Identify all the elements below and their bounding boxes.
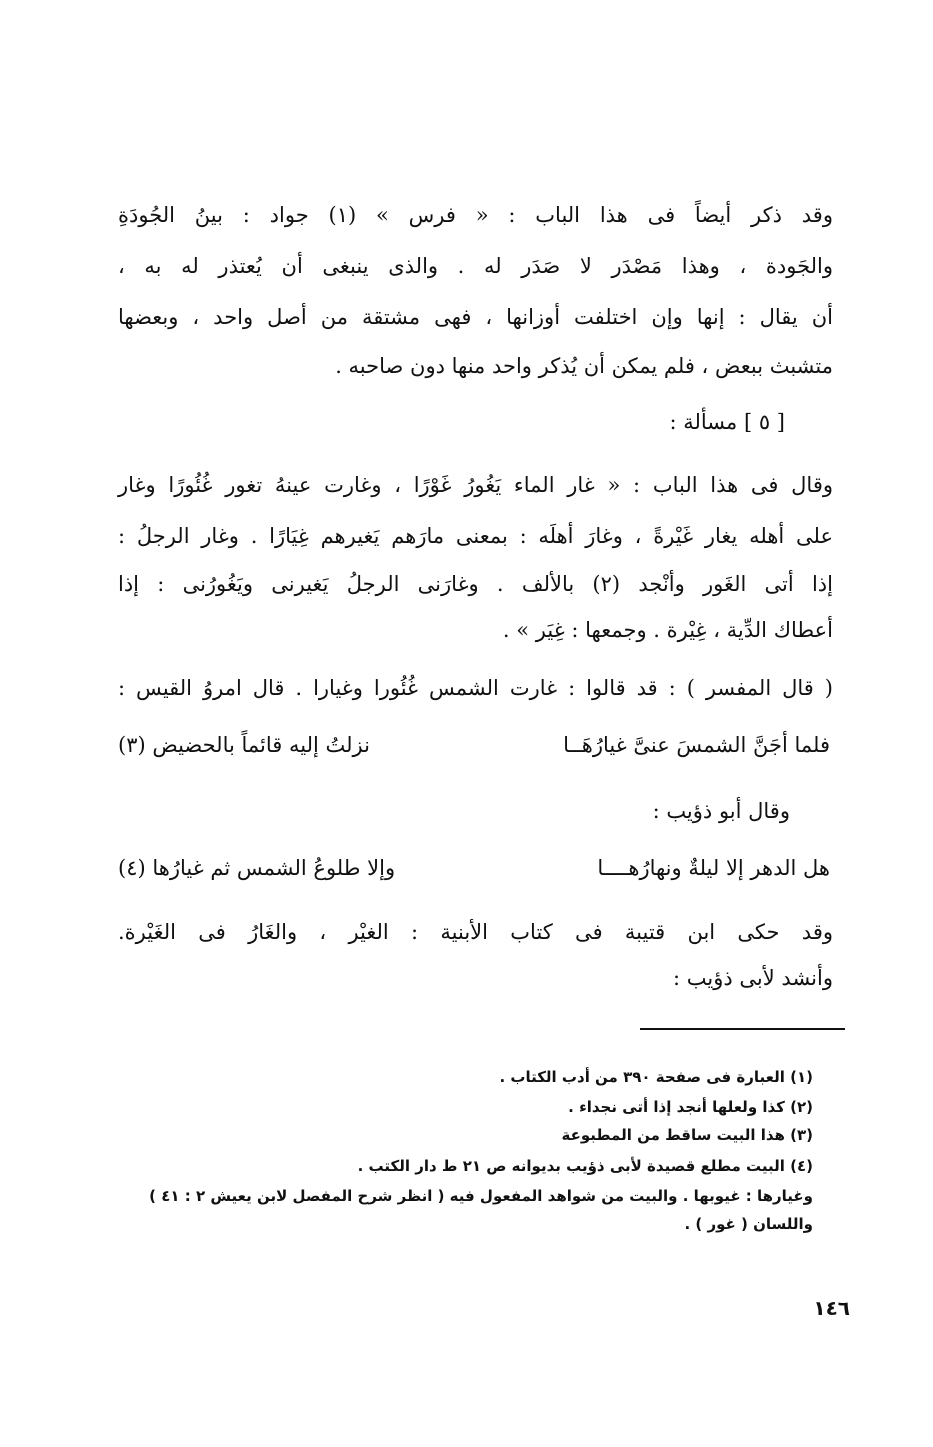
- verse1-first-hemistich: فلما أجَنَّ الشمسَ عنىَّ غيارُهَــا: [563, 733, 830, 757]
- footnote-1: (١) العبارة فى صفحة ٣٩٠ من أدب الكتاب .: [499, 1068, 813, 1086]
- footnote-2: (٢) كذا ولعلها أنجد إذا أتى نجداء .: [568, 1098, 813, 1116]
- footnote-3: (٣) هذا البيت ساقط من المطبوعة: [561, 1126, 813, 1144]
- verse1-second-hemistich: نزلتُ إليه قائماً بالحضيض (٣): [118, 733, 370, 757]
- para1-line-4: متشبث ببعض ، فلم يمكن أن يُذكر واحد منها دون صاحبه .: [335, 354, 833, 378]
- para1-line-1: وقد ذكر أيضاً فى هذا الباب : « فرس » (١) جواد : بينُ الجُودَةِ: [118, 203, 833, 227]
- para3-line: ( قال المفسر ) : قد قالوا : غارت الشمس غُئُورا وغيارا . قال امروُ القيس :: [118, 676, 833, 700]
- para4-line-2: وأنشد لأبى ذؤيب :: [673, 966, 833, 990]
- verse2-second-hemistich: وإلا طلوعُ الشمس ثم غيارُها (٤): [118, 856, 396, 880]
- footnote-4: (٤) البيت مطلع قصيدة لأبى ذؤيب بديوانه ص ٢١ ط دار الكتب .: [357, 1157, 813, 1175]
- para4-line-1: وقد حكى ابن قتيبة فى كتاب الأبنية : الغيْر ، والغَارُ فى الغَيْرة.: [118, 920, 833, 944]
- para1-line-3: أن يقال : إنها وإن اختلفت أوزانها ، فهى مشتقة من أصل واحد ، وبعضها: [118, 305, 833, 329]
- section-heading: [ ٥ ] مسألة :: [669, 410, 785, 434]
- para2-line-2: على أهله يغار غَيْرةً ، وغارَ أهلَه : بمعنى مارَهم يَغيرهم غِيَارًا . وغار الرجلُ :: [118, 524, 833, 548]
- footnote-4-continuation-2: واللسان ( غور ) .: [684, 1215, 813, 1233]
- para1-line-2: والجَودة ، وهذا مَصْدَر لا صَدَر له . والذى ينبغى أن يُعتذر له به ،: [118, 254, 833, 278]
- para2-line-1: وقال فى هذا الباب : « غار الماء يَغُورُ غَوْرًا ، وغارت عينهُ تغور غُئُورًا وغار: [118, 473, 833, 497]
- verse2-first-hemistich: هل الدهر إلا ليلةٌ ونهارُهــــا: [597, 856, 830, 880]
- page-number: ١٤٦: [813, 1296, 850, 1320]
- footnote-divider: [640, 1028, 845, 1030]
- para2-line-3: إذا أتى الغَور وأنْجد (٢) بالألف . وغارَنى الرجلُ يَغيرنى ويَغُورُنى : إذا: [118, 572, 833, 596]
- footnote-4-continuation: وغيارها : غيوبها . والبيت من شواهد المفعول فيه ( انظر شرح المفصل لابن يعيش ٢ : ٤١ ): [149, 1187, 813, 1205]
- abu-dhuayb-line: وقال أبو ذؤيب :: [652, 799, 790, 823]
- para2-line-4: أعطاك الدِّية ، غِيْرة . وجمعها : غِيَر » .: [502, 618, 833, 642]
